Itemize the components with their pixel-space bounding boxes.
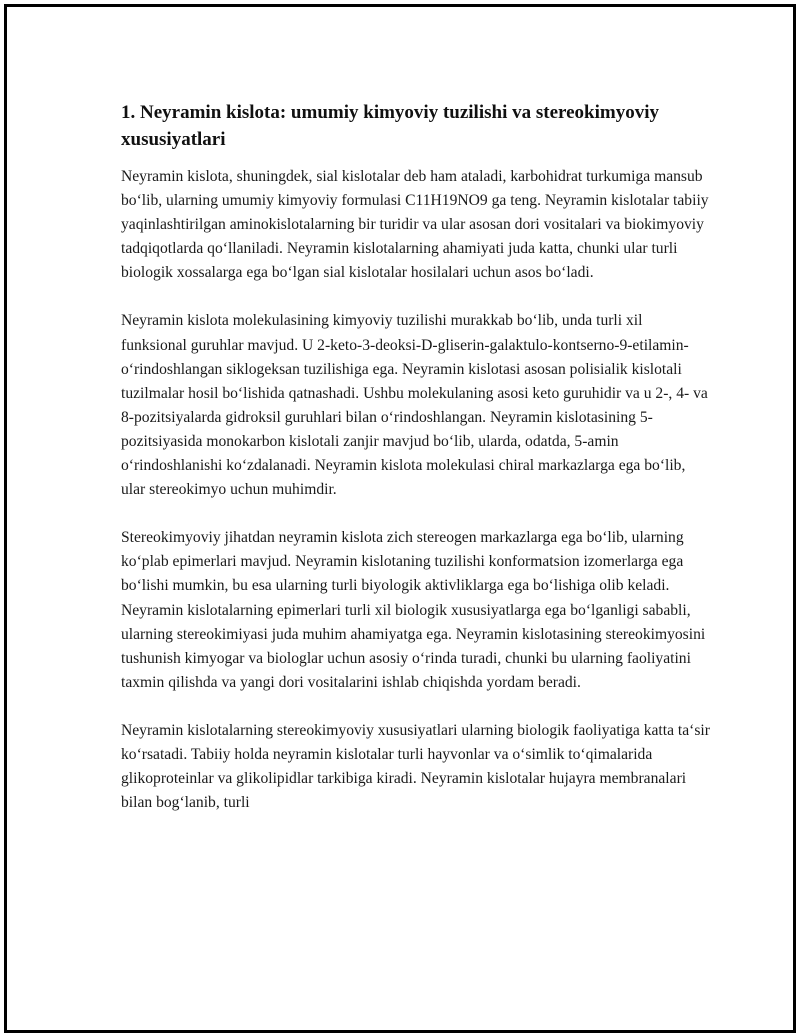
paragraph-3: Stereokimyoviy jihatdan neyramin kislota zich stereogen markazlarga ega bo‘lib, ularning ko‘plab epimerlari mavjud. Neyramin kislotaning tuzilishi konformatsion izomerlarga ega bo‘lishi mumkin, bu esa ularning turli biyologik aktivliklarga ega bo‘lishiga olib keladi. Neyramin kislotalarning epimerlari turli xil biologik xususiyatlarga ega bo‘lganligi sababli, ularning stereokimiyasi juda muhim ahamiyatga ega. Neyramin kislotasining stereokimyosini tushunish kimyogar va biologlar uchun asosiy o‘rinda turadi, chunki bu ularning faoliyatini taxmin qilishda va yangi dori vositalarini ishlab chiqishda yordam beradi.	[121, 529, 706, 691]
section-heading: 1. Neyramin kislota: umumiy kimyoviy tuzilishi va stereokimyoviy xususiyatlari	[121, 102, 659, 150]
document-body	[121, 99, 711, 839]
paragraph-2: Neyramin kislota molekulasining kimyoviy tuzilishi murakkab bo‘lib, unda turli xil funksional guruhlar mavjud. U 2-keto-3-deoksi-D-gliserin-galaktulo-kontserno-9-etilamin-o‘rindoshlangan siklogeksan tuzilishiga ega. Neyramin kislotasi asosan polisialik kislotali tuzilmalar hosil bo‘lishida qatnashadi. Ushbu molekulaning asosi keto guruhidir va u 2-, 4- va 8-pozitsiyalarda gidroksil guruhlari bilan o‘rindoshlangan. Neyramin kislotasining 5-pozitsiyasida monokarbon kislotali zanjir mavjud bo‘lib, ularda, odatda, 5-amin o‘rindoshlanishi ko‘zdalanadi. Neyramin kislota molekulasi chiral markazlarga ega bo‘lib, ular stereokimyo uchun muhimdir.	[121, 312, 708, 499]
page-frame	[4, 4, 796, 1033]
paragraph-4: Neyramin kislotalarning stereokimyoviy xususiyatlari ularning biologik faoliyatiga katta ta‘sir ko‘rsatadi. Tabiiy holda neyramin kislotalar turli hayvonlar va o‘simlik to‘qimalarida glikoproteinlar va glikolipidlar tarkibiga kiradi. Neyramin kislotalar hujayra membranalari bilan bog‘lanib, turli	[121, 721, 710, 812]
paragraph-1: Neyramin kislota, shuningdek, sial kislotalar deb ham ataladi, karbohidrat turkumiga mansub bo‘lib, ularning umumiy kimyoviy formulasi C11H19NO9 ga teng. Neyramin kislotalar tabiiy yaqinlashtirilgan aminokislotalarning bir turidir va ular asosan dori vositalari va biokimyoviy tadqiqotlarda qo‘llaniladi. Neyramin kislotalarning ahamiyati juda katta, chunki ular turli biologik xossalarga ega bo‘lgan sial kislotalar hosilalari uchun asos bo‘ladi.	[121, 168, 709, 282]
